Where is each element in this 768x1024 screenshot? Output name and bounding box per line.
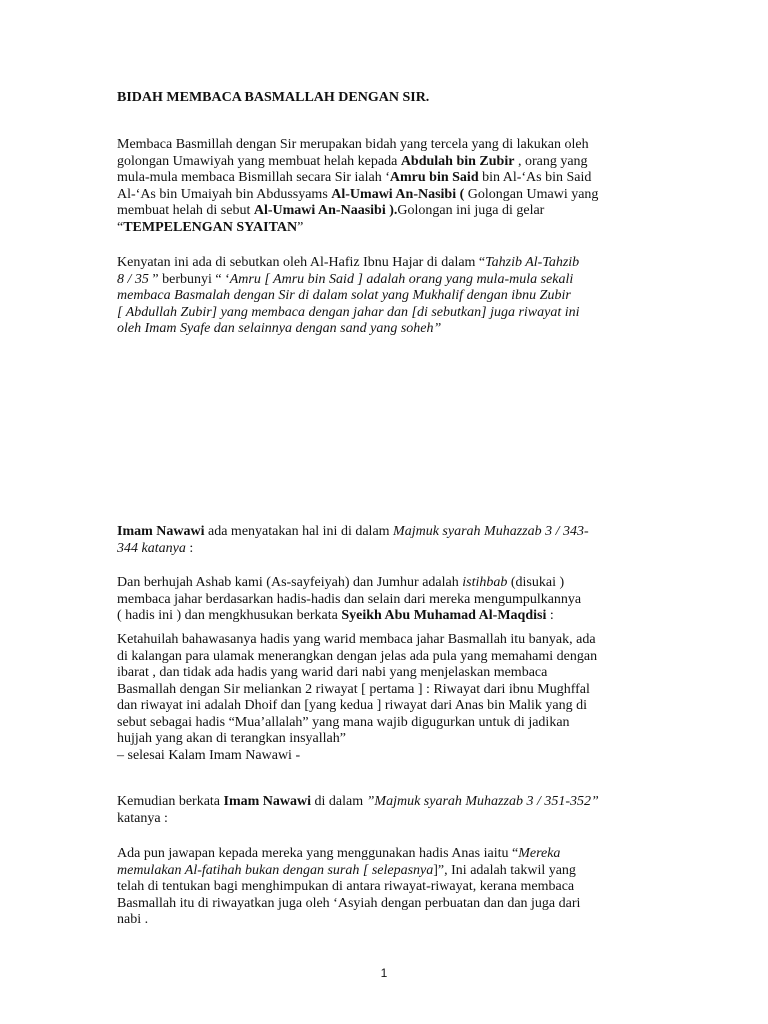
page-number: 1 (380, 966, 388, 980)
italic-reference: Tahzib Al-Tahzib (485, 255, 580, 270)
italic-term: istihbab (462, 575, 508, 590)
italic-quote: Mereka (518, 846, 561, 861)
paragraph-jawapan (117, 846, 657, 929)
text-line: ( hadis ini ) dan mengkhusukan berkata Syeikh Abu Muhamad Al-Maqdisi : (117, 608, 554, 623)
paragraph-hujah (117, 575, 657, 625)
bold-term: TEMPELENGAN SYAITAN (123, 219, 298, 235)
text-line: – selesai Kalam Imam Nawawi - (117, 747, 301, 763)
text-line: Basmallah dengan Sir meliankan 2 riwayat [ pertama ] : Riwayat dari ibnu Mughffal (117, 681, 590, 697)
text-line: hujjah yang akan di terangkan insyallah” (117, 731, 346, 746)
text-line: dan riwayat ini adalah Dhoif dan [yang kedua ] riwayat dari Anas bin Malik yang di (117, 698, 588, 713)
bold-name: Amru bin Said (389, 170, 479, 185)
bold-name: Al-Umawi An-Naasibi ). (253, 203, 398, 218)
text-line: nabi . (117, 912, 149, 927)
text-line: 344 katanya : (117, 540, 194, 556)
text-line: Basmallah itu di riwayatkan juga oleh ‘Asyiah dengan perbuatan dan dan juga dari (117, 895, 581, 911)
text-line: Kenyatan ini ada di sebutkan oleh Al-Hafiz Ibnu Hajar di dalam “Tahzib Al-Tahzib (117, 255, 580, 270)
text-line: Ada pun jawapan kepada mereka yang menggunakan hadis Anas iaitu “Mereka (117, 846, 561, 861)
text-line: membaca Basmalah dengan Sir di dalam solat yang Mukhalif dengan ibnu Zubir (117, 288, 571, 303)
text-line: katanya : (117, 810, 168, 826)
text-line: [ Abdullah Zubir] yang membaca dengan jahar dan [di sebutkan] juga riwayat ini (117, 304, 580, 320)
bold-name: Al-Umawi An-Nasibi ( (331, 186, 465, 202)
paragraph-ketahuilah (117, 632, 657, 764)
italic-reference: ”Majmuk syarah Muhazzab 3 / 351-352” (366, 794, 599, 809)
bold-name: Abdulah bin Zubir (400, 153, 515, 169)
italic-reference: Majmuk syarah Muhazzab 3 / 343- (393, 524, 589, 539)
text-line: Al-‘As bin Umaiyah bin Abdussyams Al-Umawi An-Nasibi ( Golongan Umawi yang (117, 186, 599, 202)
text-line: oleh Imam Syafe dan selainnya dengan sand yang soheh” (117, 321, 442, 336)
document-title: BIDAH MEMBACA BASMALLAH DENGAN SIR. (117, 90, 430, 105)
text-line: “TEMPELENGAN SYAITAN” (117, 219, 304, 235)
text-line: di kalangan para ulamak menerangkan dengan jelas ada pula yang memahami dengan (117, 648, 598, 664)
bold-name: Imam Nawawi (117, 524, 205, 539)
bold-name: Imam Nawawi (223, 794, 312, 809)
bold-name: Syeikh Abu Muhamad Al-Maqdisi (341, 608, 547, 623)
text-line: membaca jahar berdasarkan hadis-hadis dan selain dari mereka mengumpulkannya (117, 591, 582, 607)
text-line: membuat helah di sebut Al-Umawi An-Naasibi ).Golongan ini juga di gelar (117, 203, 545, 218)
text-line: 8 / 35 ” berbunyi “ ‘Amru [ Amru bin Said ] adalah orang yang mula-mula sekali (117, 271, 574, 287)
text-line: Kemudian berkata Imam Nawawi di dalam ”Majmuk syarah Muhazzab 3 / 351-352” (117, 794, 599, 809)
paragraph-nawawi-intro (117, 524, 657, 557)
paragraph-intro (117, 137, 657, 236)
paragraph-kemudian (117, 794, 657, 827)
text-line: Imam Nawawi ada menyatakan hal ini di dalam Majmuk syarah Muhazzab 3 / 343- (117, 524, 589, 539)
text-line: sebut sebagai hadis “Mua’allalah” yang mana wajib digugurkan untuk di jadikan (117, 714, 570, 730)
text-line: golongan Umawiyah yang membuat helah kepada Abdulah bin Zubir , orang yang (117, 153, 588, 169)
text-line: ibarat , dan tidak ada hadis yang warid dari nabi yang menjelaskan membaca (117, 665, 548, 680)
text-line: Dan berhujah Ashab kami (As-sayfeiyah) dan Jumhur adalah istihbab (disukai ) (117, 575, 565, 590)
paragraph-quote (117, 255, 657, 338)
text-line: Membaca Basmillah dengan Sir merupakan bidah yang tercela yang di lakukan oleh (117, 137, 589, 152)
text-line: telah di tentukan bagi menghimpukan di antara riwayat-riwayat, kerana membaca (117, 879, 575, 894)
text-line: memulakan Al-fatihah bukan dengan surah [ selepasnya]”, Ini adalah takwil yang (117, 862, 576, 878)
text-line: mula-mula membaca Bismillah secara Sir ialah ‘Amru bin Said bin Al-‘As bin Said (117, 170, 592, 185)
text-line: Ketahuilah bahawasanya hadis yang warid membaca jahar Basmallah itu banyak, ada (117, 632, 596, 647)
